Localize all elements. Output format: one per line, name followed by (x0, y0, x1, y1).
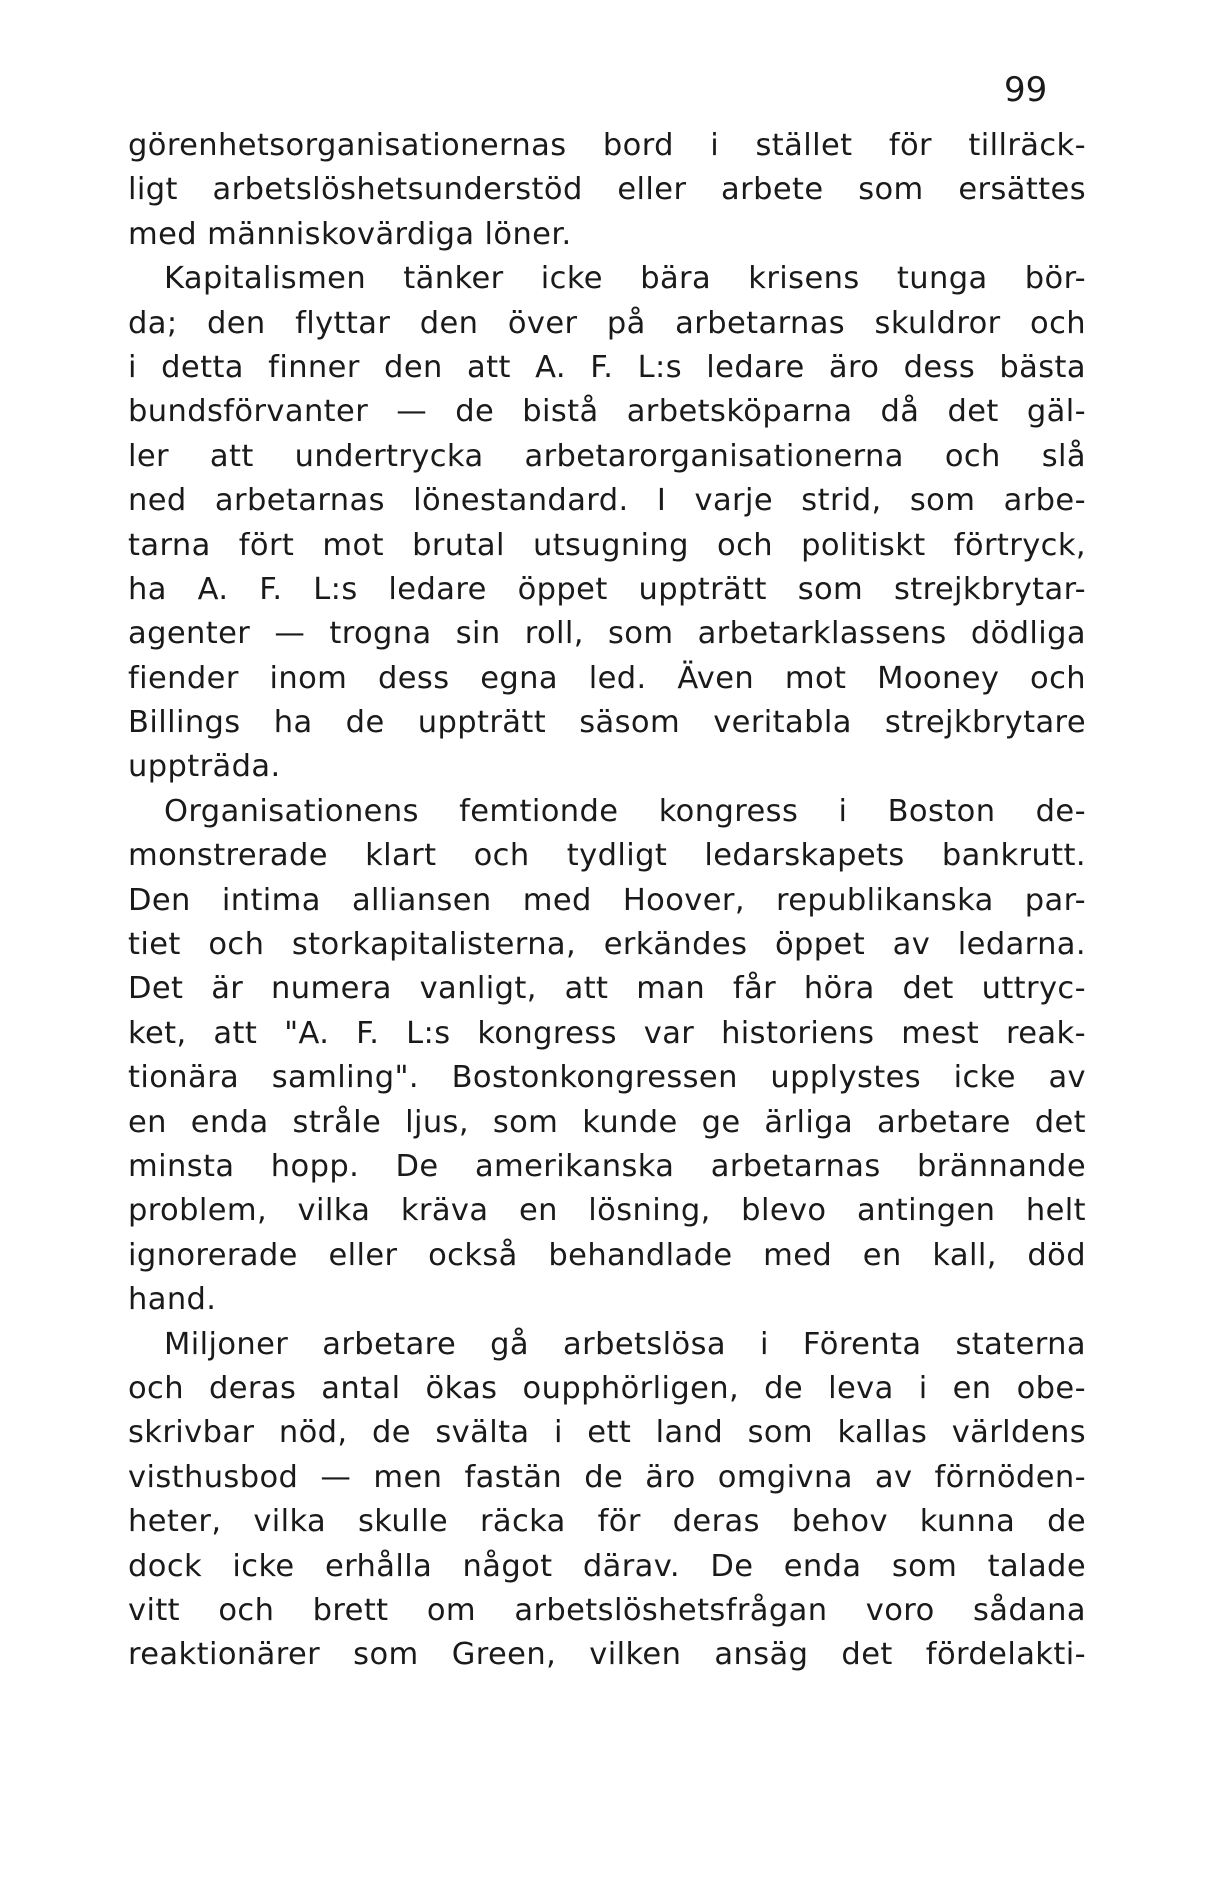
page-number: 99 (1004, 70, 1048, 110)
text-line: minsta hopp. De amerikanska arbetarnas brännande (128, 1148, 1086, 1184)
text-line: Miljoner arbetare gå arbetslösa i Förenta staterna (164, 1326, 1086, 1362)
text-line: Kapitalismen tänker icke bära krisens tunga bör- (164, 261, 1086, 297)
text-line: ha A. F. L:s ledare öppet uppträtt som strejkbrytar- (128, 571, 1086, 607)
text-line: tiet och storkapitalisterna, erkändes öppet av ledarna. (128, 927, 1086, 963)
text-line: en enda stråle ljus, som kunde ge ärliga arbetare det (128, 1104, 1086, 1140)
text-line: ned arbetarnas lönestandard. I varje strid, som arbe- (128, 483, 1086, 519)
text-line: görenhetsorganisationernas bord i stället för tillräck- (128, 128, 1086, 163)
text-line: ligt arbetslöshetsunderstöd eller arbete som ersättes (128, 172, 1086, 208)
text-line: da; den flyttar den över på arbetarnas skuldror och (128, 305, 1086, 341)
text-line: ket, att "A. F. L:s kongress var historiens mest reak- (128, 1015, 1086, 1051)
text-line: uppträda. (128, 749, 281, 785)
text-line: reaktionärer som Green, vilken ansäg det fördelakti- (128, 1637, 1086, 1673)
text-line: skrivbar nöd, de svälta i ett land som kallas världens (128, 1415, 1086, 1451)
text-line: bundsförvanter — de bistå arbetsköparna då det gäl- (128, 394, 1086, 430)
text-line: Billings ha de uppträtt säsom veritabla strejkbrytare (128, 705, 1086, 741)
text-line: Det är numera vanligt, att man får höra det uttryc- (128, 971, 1086, 1007)
text-line: problem, vilka kräva en lösning, blevo antingen helt (128, 1193, 1086, 1229)
text-line: fiender inom dess egna led. Även mot Mooney och (128, 660, 1086, 696)
text-line: Den intima alliansen med Hoover, republikanska par- (128, 882, 1086, 918)
text-line: visthusbod — men fastän de äro omgivna av förnöden- (128, 1459, 1086, 1495)
body-text (128, 124, 1086, 1678)
text-line: heter, vilka skulle räcka för deras behov kunna de (128, 1504, 1086, 1540)
text-line: ignorerade eller också behandlade med en kall, död (128, 1237, 1086, 1273)
text-line: tionära samling". Bostonkongressen upplystes icke av (128, 1060, 1086, 1096)
text-line: vitt och brett om arbetslöshetsfrågan voro sådana (128, 1592, 1086, 1628)
text-line: dock icke erhålla något därav. De enda som talade (128, 1548, 1086, 1584)
text-line: agenter — trogna sin roll, som arbetarklassens dödliga (128, 616, 1086, 652)
text-line: hand. (128, 1282, 217, 1318)
text-line: i detta finner den att A. F. L:s ledare äro dess bästa (128, 349, 1086, 385)
text-line: med människovärdiga löner. (128, 216, 572, 252)
text-line: monstrerade klart och tydligt ledarskapets bankrutt. (128, 838, 1086, 874)
text-line: ler att undertrycka arbetarorganisationerna och slå (128, 438, 1086, 474)
text-line: och deras antal ökas oupphörligen, de leva i en obe- (128, 1370, 1086, 1406)
text-line: Organisationens femtionde kongress i Boston de- (164, 793, 1086, 829)
text-line: tarna fört mot brutal utsugning och politiskt förtryck, (128, 527, 1086, 563)
